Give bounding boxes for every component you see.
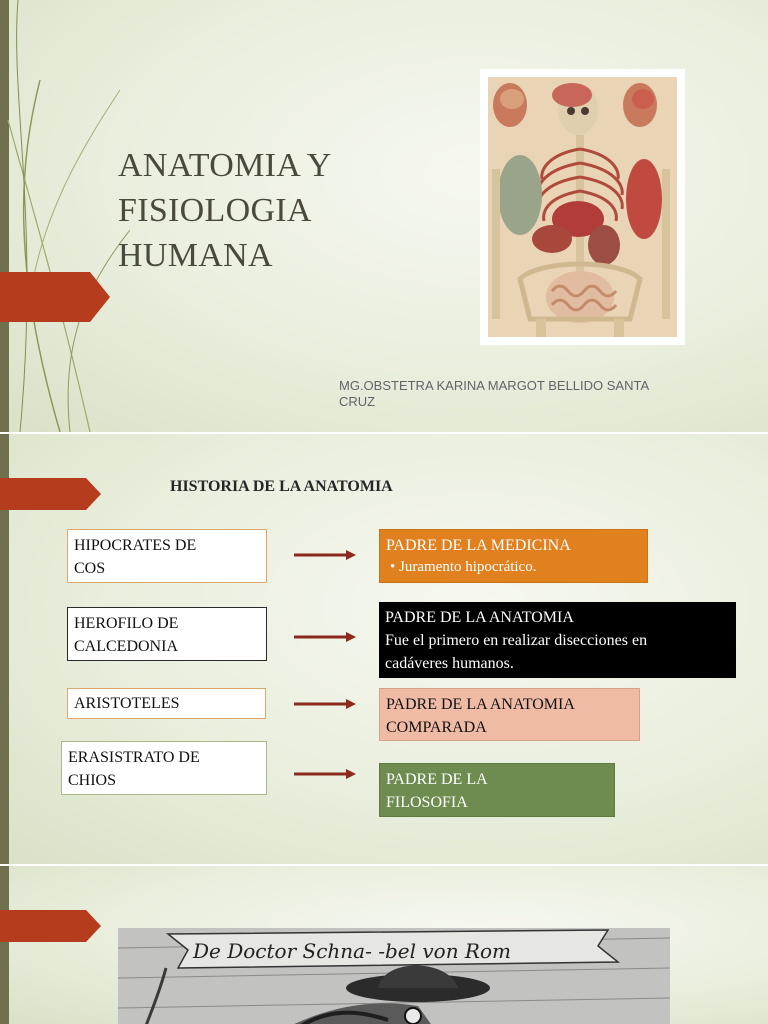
person-name-line: ERASISTRATO DE [68, 749, 200, 766]
presentation-title [118, 143, 418, 278]
history-slide [0, 434, 768, 864]
description-title-line: FILOSOFIA [386, 794, 468, 811]
description-title: PADRE DE LA ANATOMIA [385, 609, 574, 626]
description-detail-line: Fue el primero en realizar disecciones en [385, 632, 648, 649]
person-box-herofilo [67, 607, 267, 661]
person-box-aristoteles [67, 688, 266, 719]
section-heading: HISTORIA DE LA ANATOMIA [170, 478, 393, 495]
description-title: PADRE DE LA MEDICINA [386, 537, 571, 554]
author-line: CRUZ [339, 394, 376, 409]
description-bullet: • Juramento hipocrático. [386, 557, 641, 577]
person-name-line: HEROFILO DE [74, 615, 179, 632]
description-box-filosofia [379, 763, 615, 817]
accent-tab [0, 910, 104, 942]
description-box-anatomia [379, 602, 736, 678]
description-box-medicina [379, 529, 648, 583]
description-title-line: PADRE DE LA [386, 771, 488, 788]
right-arrow-icon [294, 698, 358, 710]
author-line: MG.OBSTETRA KARINA MARGOT BELLIDO SANTA [339, 378, 650, 393]
person-box-erasistrato [61, 741, 267, 795]
title-slide [0, 0, 768, 432]
title-line: HUMANA [118, 237, 273, 274]
person-name-line: ARISTOTELES [74, 695, 180, 712]
description-box-comparada [379, 688, 640, 741]
banner-text: De Doctor Schna- -bel von Rom [193, 939, 511, 963]
person-name-line: CALCEDONIA [74, 638, 178, 655]
description-title-line: COMPARADA [386, 719, 487, 736]
right-arrow-icon [294, 631, 358, 643]
swirl-decoration [0, 0, 130, 432]
person-box-hipocrates [67, 529, 267, 583]
author-credit [339, 378, 699, 410]
person-name-line: COS [74, 560, 106, 577]
person-name-line: HIPOCRATES DE [74, 537, 197, 554]
anatomy-illustration [480, 69, 685, 345]
description-detail-line: cadáveres humanos. [385, 655, 514, 672]
right-arrow-icon [294, 768, 358, 780]
accent-tab [0, 272, 112, 322]
person-name-line: CHIOS [68, 772, 117, 789]
accent-tab [0, 478, 104, 510]
title-line: ANATOMIA Y [118, 147, 332, 184]
plague-doctor-engraving [118, 928, 670, 1024]
description-title-line: PADRE DE LA ANATOMIA [386, 696, 575, 713]
right-arrow-icon [294, 549, 358, 561]
title-line: FISIOLOGIA [118, 192, 312, 229]
side-bar [0, 866, 9, 1024]
plague-doctor-slide [0, 866, 768, 1024]
